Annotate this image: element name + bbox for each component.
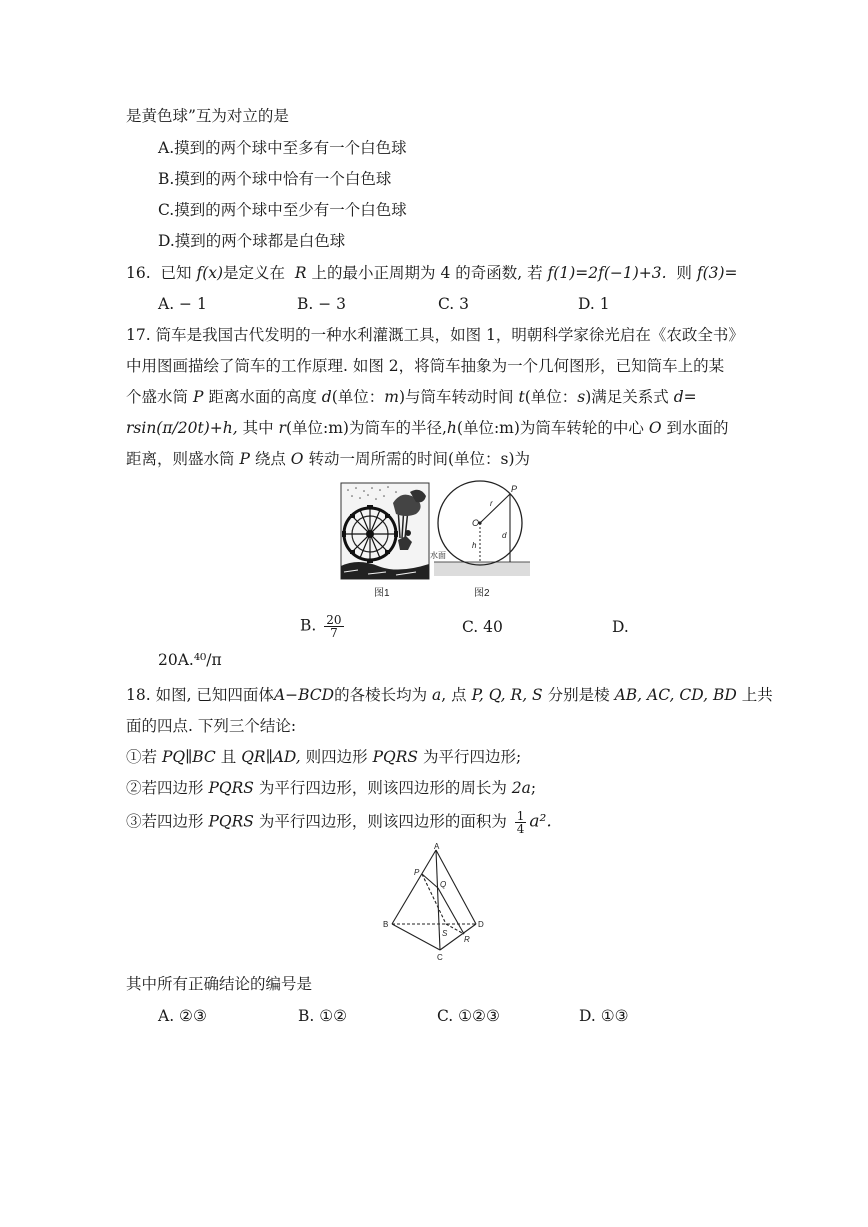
svg-text:C: C <box>437 953 443 962</box>
waterwheel-illustration <box>341 483 429 579</box>
q18-statement-2: ②若四边形 PQRS 为平行四边形，则该四边形的周长为 2a; <box>126 779 537 797</box>
svg-text:A: A <box>434 842 440 851</box>
svg-text:d: d <box>502 531 507 540</box>
svg-text:R: R <box>464 935 470 944</box>
q15-option-a: A.摸到的两个球中至多有一个白色球 <box>158 139 407 157</box>
q17-line-4: rsin(π/20t)+h, 其中 r(单位:m)为筒车的半径,h(单位:m)为筒车转轮的中心 O 到水面的 <box>126 419 729 437</box>
q18-statement-1: ①若 PQ∥BC 且 QR∥AD, 则四边形 PQRS 为平行四边形; <box>126 748 522 766</box>
svg-text:S: S <box>442 929 448 938</box>
q16-stem: 16. 已知 f(x)是定义在 R 上的最小正周期为 4 的奇函数, 若 f(1)=2f(−1)+3. 则 f(3)= <box>126 264 738 282</box>
q16-option-c: C. 3 <box>438 295 470 313</box>
q17-line-2: 中用图画描绘了筒车的工作原理. 如图 2，将筒车抽象为一个几何图形，已知筒车上的某 <box>126 357 725 375</box>
fig1-caption: 图1 <box>374 588 390 599</box>
q15-option-b: B.摸到的两个球中恰有一个白色球 <box>158 170 392 188</box>
q18-line-1: 18. 如图, 已知四面体A−BCD的各棱长均为 a, 点 P, Q, R, S 分别是棱 AB, AC, CD, BD 上共 <box>126 686 773 704</box>
tetrahedron-figure <box>380 842 490 964</box>
q18-option-a: A. ②③ <box>158 1007 207 1025</box>
q15-option-d: D.摸到的两个球都是白色球 <box>158 232 346 250</box>
q18-option-d: D. ①③ <box>579 1007 629 1025</box>
q18-line-2: 面的四点. 下列三个结论: <box>126 717 297 735</box>
svg-text:r: r <box>490 499 493 508</box>
svg-text:Q: Q <box>440 880 447 889</box>
q17-option-d: D. <box>612 618 629 636</box>
q15-stem-tail: 是黄色球”互为对立的是 <box>126 107 289 125</box>
q16-option-d: D. 1 <box>578 295 610 313</box>
q18-option-c: C. ①②③ <box>437 1007 500 1025</box>
svg-text:水面: 水面 <box>430 551 446 560</box>
q18-ask: 其中所有正确结论的编号是 <box>126 975 313 993</box>
svg-text:B: B <box>383 920 389 929</box>
fig2-caption: 图2 <box>474 588 490 599</box>
q16-option-a: A. − 1 <box>158 295 207 313</box>
svg-text:D: D <box>478 920 484 929</box>
q17-line-3: 个盛水筒 P 距离水面的高度 d(单位：m)与筒车转动时间 t(单位：s)满足关系式 d= <box>126 388 697 406</box>
q18-statement-3: ③若四边形 PQRS 为平行四边形，则该四边形的面积为 $\frac{1}{4}$ a². <box>126 809 552 836</box>
waterwheel-geometry <box>430 481 530 576</box>
svg-text:P: P <box>414 868 420 877</box>
q17-option-a: 20A.⁴⁰/π <box>158 651 222 669</box>
q17-figures <box>338 478 534 600</box>
q17-line-1: 17. 筒车是我国古代发明的一种水利灌溉工具，如图 1，明朝科学家徐光启在《农政全书》 <box>126 326 744 344</box>
svg-text:O: O <box>472 518 480 528</box>
q17-option-c: C. 40 <box>462 618 503 636</box>
svg-text:P: P <box>511 484 518 494</box>
q15-option-c: C.摸到的两个球中至少有一个白色球 <box>158 201 407 219</box>
q17-option-b: B. $\frac{20}{7}$ <box>300 613 342 640</box>
q16-option-b: B. − 3 <box>297 295 347 313</box>
q17-line-5: 距离，则盛水筒 P 绕点 O 转动一周所需的时间(单位：s)为 <box>126 450 530 468</box>
q18-option-b: B. ①② <box>298 1007 348 1025</box>
svg-text:h: h <box>472 541 477 550</box>
